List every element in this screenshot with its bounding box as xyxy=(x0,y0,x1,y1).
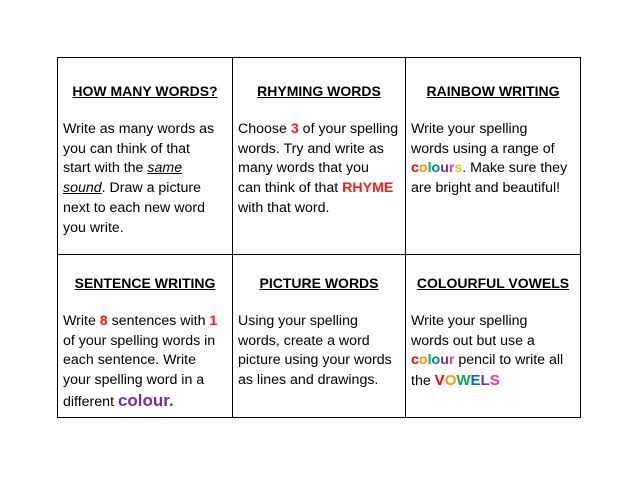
rainbow-letter: u xyxy=(440,352,449,369)
cell-picture-words xyxy=(233,255,406,417)
emphasis-word: same xyxy=(147,160,183,177)
cell-text xyxy=(238,120,400,219)
text-line: words. Try and write as xyxy=(238,140,384,157)
cell-rainbow-writing xyxy=(406,58,580,255)
text-line: your spelling word in a xyxy=(63,372,205,389)
text-line: words, create a word xyxy=(238,332,370,349)
text-line: different xyxy=(63,393,118,410)
text-line: of your spelling words in xyxy=(63,332,216,349)
text-line: start with the xyxy=(63,160,144,177)
rainbow-letter: S xyxy=(489,372,500,390)
text-line: Write xyxy=(63,313,100,329)
text-line: Write as many words as xyxy=(63,121,215,137)
cell-text xyxy=(411,312,575,392)
cell-text xyxy=(411,120,575,199)
highlight-word: RHYME xyxy=(342,180,394,197)
rainbow-letter: V xyxy=(434,372,445,390)
cell-sentence-writing xyxy=(58,255,233,417)
rainbow-letter: O xyxy=(444,372,457,390)
rainbow-letter: E xyxy=(470,372,481,390)
highlight-word: colour. xyxy=(117,390,174,410)
text-line: picture using your words xyxy=(238,352,392,369)
cell-title: COLOURFUL VOWELS xyxy=(416,275,570,291)
text-line: Write your spelling xyxy=(411,313,528,329)
rainbow-letter: u xyxy=(440,160,449,177)
text-line: words using a range of xyxy=(411,140,555,157)
text-line: the xyxy=(411,373,435,390)
cell-text xyxy=(63,120,227,238)
cell-how-many-words xyxy=(58,58,233,255)
cell-text xyxy=(238,312,400,391)
rainbow-letter: c xyxy=(411,160,419,177)
rainbow-letter: L xyxy=(480,372,490,390)
text-line: Using your spelling xyxy=(238,313,358,329)
text-line: . Make sure they xyxy=(462,160,568,177)
rainbow-letter: W xyxy=(456,372,471,390)
rainbow-word xyxy=(411,352,454,368)
rainbow-letter: o xyxy=(431,160,441,177)
text-line: many words that you xyxy=(238,160,369,177)
text-line: you can think of that xyxy=(63,140,190,157)
rainbow-letter: r xyxy=(448,352,455,369)
text-line: as lines and drawings. xyxy=(238,372,379,389)
text-line: each sentence. Write xyxy=(63,352,197,369)
text-line: sentences with xyxy=(107,313,210,329)
rainbow-word xyxy=(435,372,500,389)
rainbow-letter: r xyxy=(448,160,455,177)
rainbow-letter: c xyxy=(411,352,419,369)
rainbow-letter: l xyxy=(427,160,432,177)
rainbow-letter: o xyxy=(418,352,428,369)
text-line: words out but use a xyxy=(411,332,535,349)
highlight-number: 1 xyxy=(209,313,218,329)
text-line: Write your spelling xyxy=(411,121,528,137)
activity-grid xyxy=(57,57,581,418)
rainbow-word xyxy=(411,160,462,176)
rainbow-letter: s xyxy=(454,160,463,177)
rainbow-letter: l xyxy=(427,352,432,369)
text-line: can think of that xyxy=(238,180,343,197)
text-line: Choose xyxy=(238,121,291,137)
emphasis-word: sound xyxy=(63,180,102,197)
highlight-number: 3 xyxy=(290,121,299,137)
cell-title: SENTENCE WRITING xyxy=(74,275,216,291)
rainbow-letter: o xyxy=(418,160,428,177)
cell-colourful-vowels xyxy=(406,255,580,417)
cell-title: PICTURE WORDS xyxy=(259,275,379,291)
text-line: next to each new word xyxy=(63,199,205,216)
cell-text xyxy=(63,312,227,413)
text-line: . Draw a picture xyxy=(101,180,202,197)
cell-rhyming-words xyxy=(233,58,406,255)
text-line: are bright and beautiful! xyxy=(411,180,561,197)
cell-title: HOW MANY WORDS? xyxy=(72,83,218,99)
rainbow-letter: o xyxy=(431,352,441,369)
text-line: with that word. xyxy=(238,199,330,216)
text-line: pencil to write all xyxy=(454,352,564,369)
text-line: of your spelling xyxy=(298,121,399,137)
text-line: you write. xyxy=(63,219,124,236)
highlight-number: 8 xyxy=(99,313,108,329)
cell-title: RAINBOW WRITING xyxy=(426,83,560,99)
cell-title: RHYMING WORDS xyxy=(257,83,381,99)
